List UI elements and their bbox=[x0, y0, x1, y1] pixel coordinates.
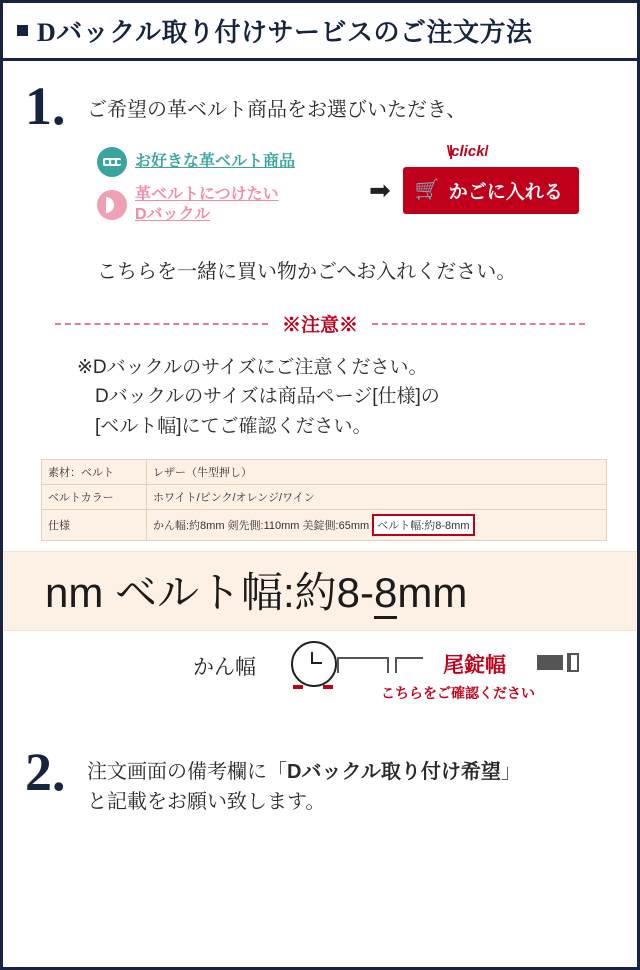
step-2-line1-pre: 注文画面の備考欄に「 bbox=[87, 761, 287, 784]
bracket-left bbox=[337, 657, 389, 673]
zoom-text-right: mm bbox=[397, 569, 468, 617]
right-arrow-icon: ➡ bbox=[369, 175, 391, 205]
divider-left bbox=[55, 323, 268, 325]
cart-button-wrapper bbox=[403, 142, 579, 214]
caution-line-2: Dバックルのサイズは商品ページ[仕様]の bbox=[95, 386, 440, 408]
d-buckle-link-line2[interactable]: Dバックル bbox=[135, 206, 211, 223]
spec-value-with-highlight bbox=[147, 510, 607, 541]
click-badge: \|click/ bbox=[446, 142, 487, 160]
belt-width-diagram bbox=[3, 635, 637, 741]
page-title: Dバックル取り付けサービスのご注文方法 bbox=[37, 18, 533, 47]
buckle-pin-icon bbox=[569, 653, 571, 672]
spec-key: 素材：ベルト bbox=[42, 460, 147, 485]
spec-key: 仕様 bbox=[42, 510, 147, 541]
step-2-line1-bold: Dバックル取り付け希望 bbox=[287, 761, 501, 784]
step-1-lead-text: ご希望の革ベルト商品をお選びいただき、 bbox=[87, 99, 467, 121]
table-row bbox=[42, 485, 607, 510]
step-1-sub-text: こちらを一緒に買い物かごへお入れください。 bbox=[97, 261, 517, 283]
add-to-cart-label: かごに入れる bbox=[448, 181, 563, 203]
step-2-text bbox=[87, 743, 521, 817]
caution-line-1: ※Dバックルのサイズにご注意ください。 bbox=[77, 357, 428, 378]
lug-mark-left-icon bbox=[293, 685, 303, 689]
spec-value: レザー（牛型押し） bbox=[147, 460, 607, 485]
kan-width-label: かん幅 bbox=[193, 656, 256, 680]
table-row bbox=[42, 510, 607, 541]
shopping-cart-icon: 🛒 bbox=[414, 179, 440, 201]
product-list bbox=[97, 147, 365, 233]
spec-key: ベルトカラー bbox=[42, 485, 147, 510]
list-item[interactable] bbox=[97, 147, 365, 177]
zoomed-spec-text bbox=[45, 560, 467, 620]
spec-table bbox=[41, 459, 607, 541]
lug-mark-right-icon bbox=[323, 685, 333, 689]
bracket-right bbox=[395, 657, 423, 673]
zoom-text-underlined: 8 bbox=[374, 569, 397, 619]
step-2-number: 2. bbox=[25, 742, 66, 803]
page-header bbox=[3, 3, 637, 61]
spec-value-text: かん幅:約8mm 剣先側:110mm 美錠側:65mm bbox=[153, 520, 370, 533]
step-1-number: 1. bbox=[25, 76, 66, 136]
caution-body bbox=[77, 353, 615, 441]
product-selection-block bbox=[97, 142, 615, 233]
d-buckle-link-line1[interactable]: 革ベルトにつけたい bbox=[135, 186, 279, 203]
belt-width-highlight: ベルト幅:約8-8mm bbox=[372, 514, 474, 536]
zoom-text-left: nm ベルト幅:約8- bbox=[45, 569, 375, 617]
add-to-cart-button[interactable] bbox=[403, 167, 579, 214]
d-buckle-icon bbox=[97, 190, 127, 220]
caution-divider bbox=[55, 310, 585, 337]
step-1 bbox=[25, 76, 615, 136]
leather-belt-link[interactable]: お好きな革ベルト商品 bbox=[135, 153, 296, 170]
caution-label: ※注意※ bbox=[282, 315, 359, 336]
confirm-note: こちらをご確認ください bbox=[381, 685, 535, 702]
divider-right bbox=[372, 323, 585, 325]
step-2-line2: と記載をお願い致します。 bbox=[87, 791, 326, 814]
zoomed-spec-strip bbox=[3, 551, 637, 631]
step-2-line1-post: 」 bbox=[500, 761, 521, 784]
list-item[interactable] bbox=[97, 185, 365, 225]
watch-icon bbox=[291, 641, 337, 687]
caution-line-3: [ベルト幅]にてご確認ください。 bbox=[95, 415, 372, 437]
leather-belt-icon bbox=[97, 147, 127, 177]
content-area bbox=[3, 61, 637, 441]
step-2 bbox=[25, 743, 637, 817]
table-row bbox=[42, 460, 607, 485]
buckle-icon bbox=[537, 655, 563, 670]
biroku-width-label: 尾錠幅 bbox=[443, 654, 506, 678]
spec-value: ホワイト/ピンク/オレンジ/ワイン bbox=[147, 485, 607, 510]
square-bullet-icon bbox=[17, 25, 28, 36]
